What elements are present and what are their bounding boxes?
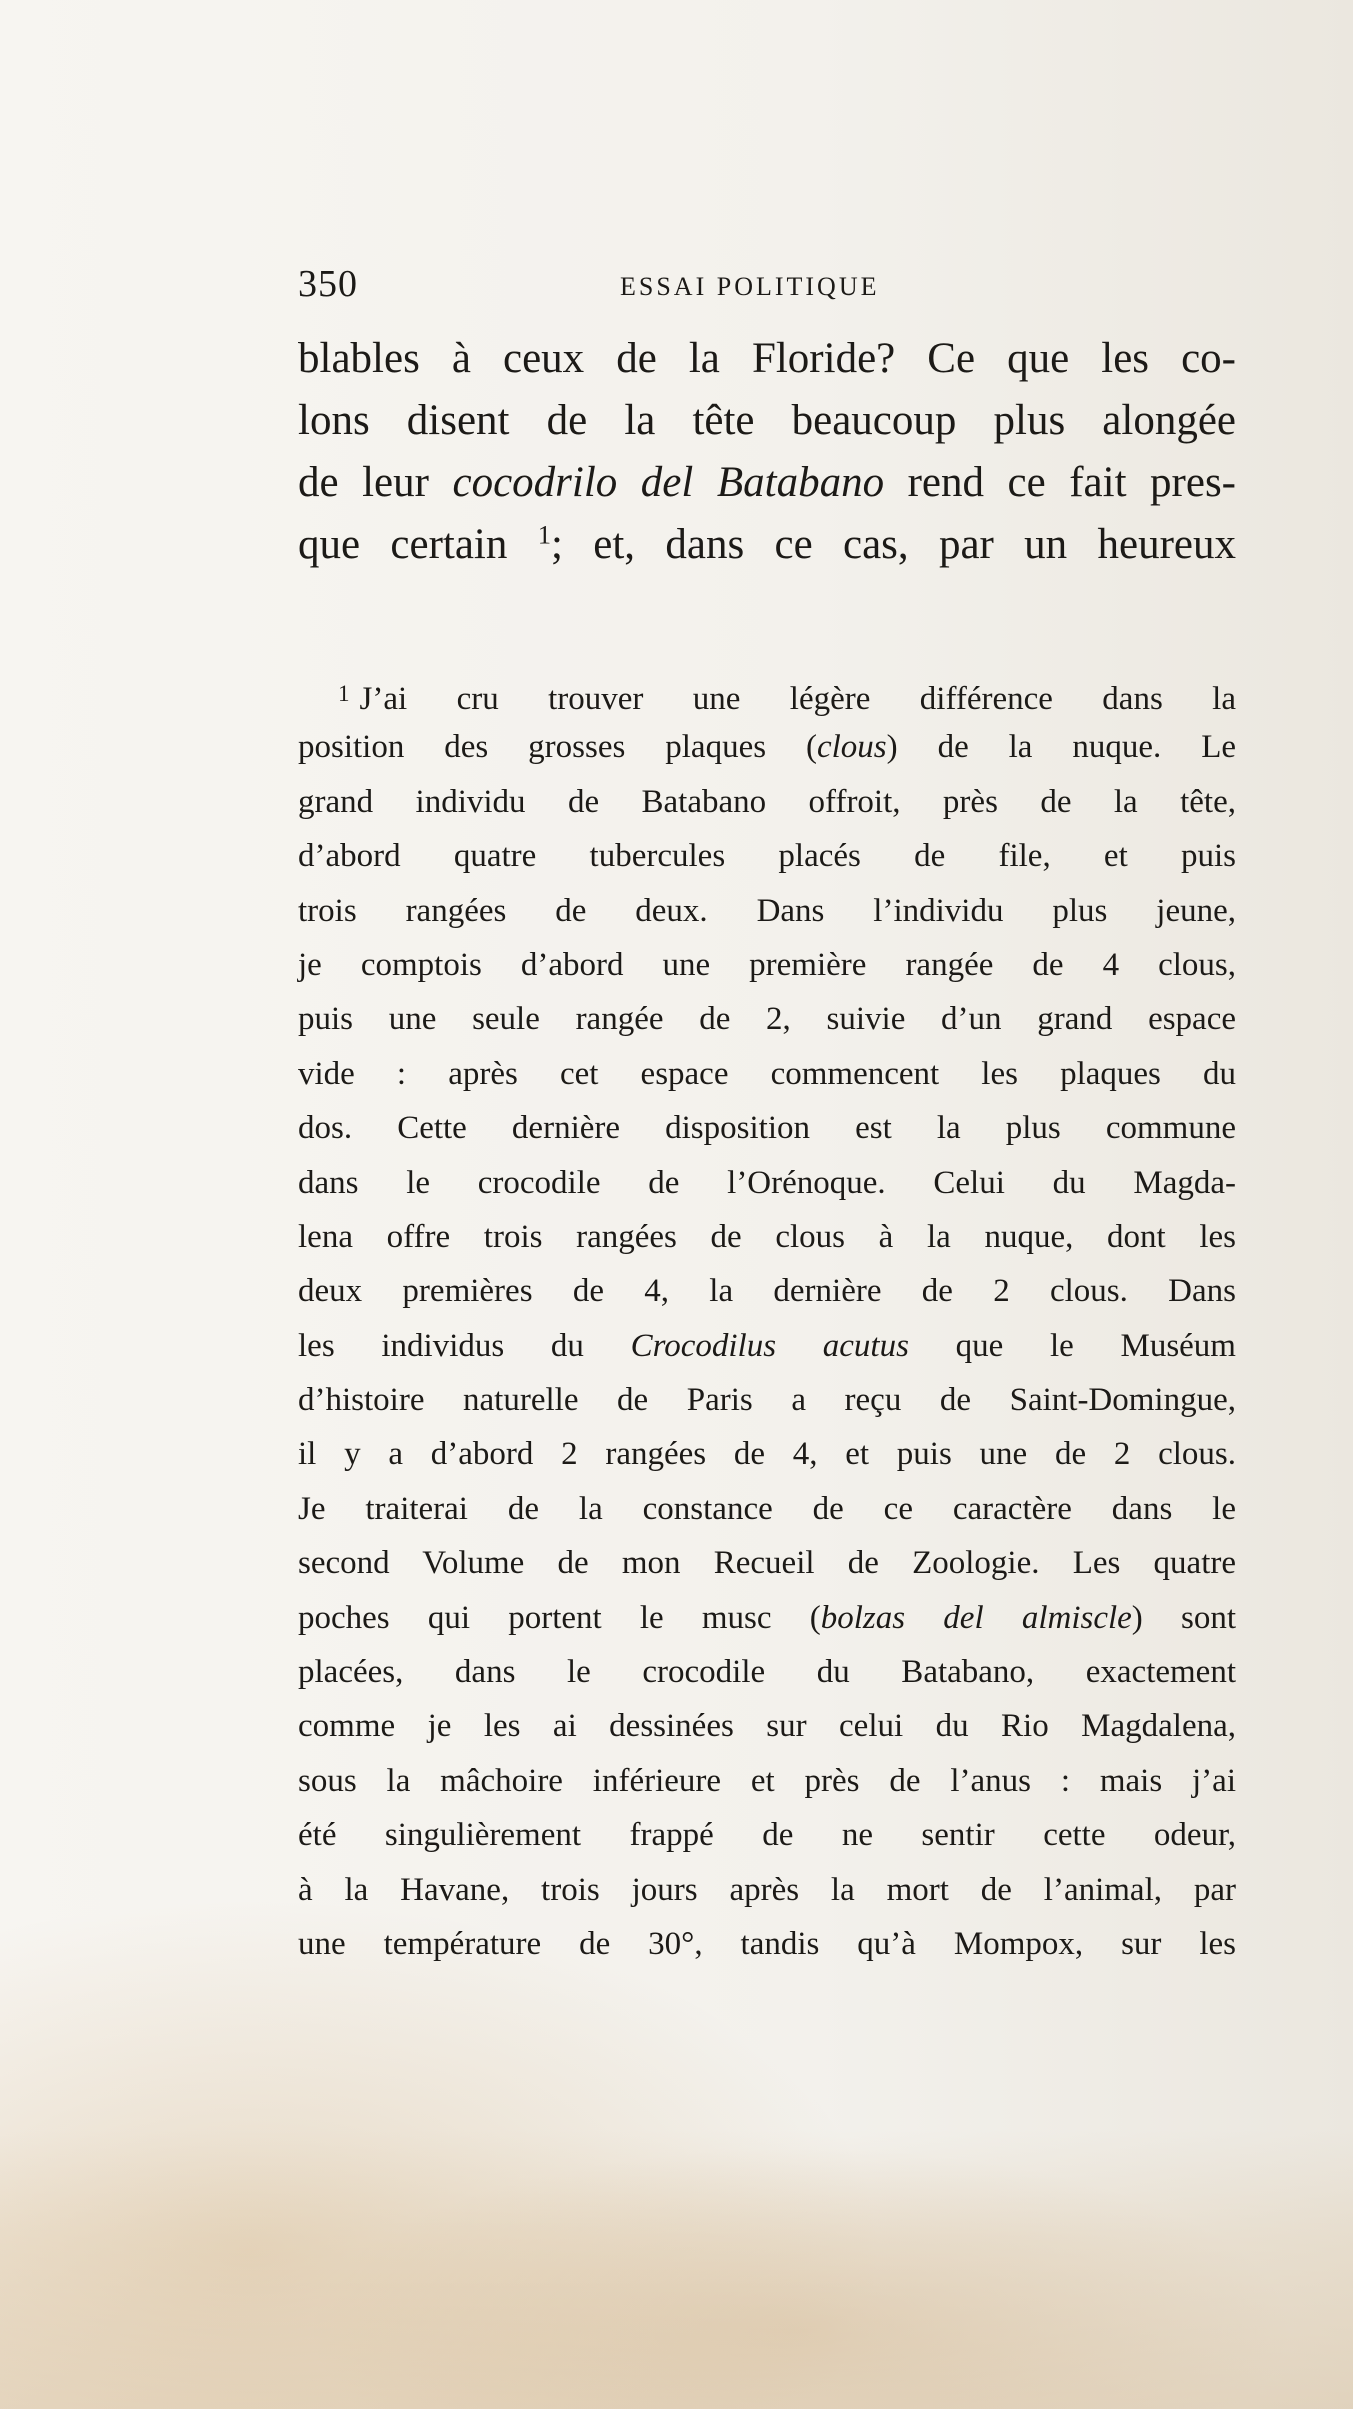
footnote-line: vide : après cet espace commencent les plaques du bbox=[298, 1055, 1236, 1092]
main-text-segment: de leur bbox=[298, 459, 453, 506]
main-text-segment: ; et, dans ce cas, par un heureux bbox=[551, 521, 1236, 568]
main-text-line: blables à ceux de la Floride? Ce que les co- bbox=[298, 335, 1236, 382]
footnote bbox=[298, 666, 1236, 1971]
page-number: 350 bbox=[298, 263, 358, 305]
footnote-line bbox=[298, 720, 1236, 774]
footnote-text: ) sont bbox=[1131, 1599, 1236, 1636]
footnote-text: que le Muséum bbox=[908, 1327, 1236, 1364]
italic-term: clous bbox=[816, 729, 887, 766]
footnote-line: une température de 30°, tandis qu’à Mompox, sur les bbox=[298, 1925, 1236, 1962]
main-text-segment: que certain bbox=[298, 521, 538, 568]
italic-term: bolzas del almiscle bbox=[820, 1599, 1132, 1636]
footnote-line: grand individu de Batabano offroit, près de la tête, bbox=[298, 783, 1236, 820]
footnote-line: dos. Cette dernière disposition est la plus commune bbox=[298, 1110, 1236, 1147]
footnote-text: position des grosses plaques ( bbox=[298, 729, 817, 766]
main-text bbox=[298, 328, 1236, 576]
footnote-line bbox=[298, 1591, 1236, 1645]
footnote-line: dans le crocodile de l’Orénoque. Celui du Magda- bbox=[298, 1164, 1236, 1201]
main-text-line: lons disent de la tête beaucoup plus alongée bbox=[298, 397, 1236, 444]
running-title: ESSAI POLITIQUE bbox=[620, 272, 880, 301]
footnote-line: second Volume de mon Recueil de Zoologie. Les quatre bbox=[298, 1545, 1236, 1582]
footnote-text: ) de la nuque. Le bbox=[886, 729, 1236, 766]
footnote-text: poches qui portent le musc ( bbox=[298, 1599, 821, 1636]
footnote-line bbox=[298, 1319, 1236, 1373]
footnote-line: deux premières de 4, la dernière de 2 clous. Dans bbox=[298, 1273, 1236, 1310]
main-text-line bbox=[298, 514, 1236, 576]
footnote-line: lena offre trois rangées de clous à la nuque, dont les bbox=[298, 1218, 1236, 1255]
footnote-text: J’ai cru trouver une légère différence dans la bbox=[359, 681, 1236, 718]
footnote-line: d’abord quatre tubercules placés de file, et puis bbox=[298, 838, 1236, 875]
footnote-line: trois rangées de deux. Dans l’individu plus jeune, bbox=[298, 892, 1236, 929]
footnote-line: placées, dans le crocodile du Batabano, exactement bbox=[298, 1654, 1236, 1691]
main-text-segment: rend ce fait pres- bbox=[884, 459, 1236, 506]
footnote-line: à la Havane, trois jours après la mort de l’animal, par bbox=[298, 1871, 1236, 1908]
footnote-line: été singulièrement frappé de ne sentir cette odeur, bbox=[298, 1817, 1236, 1854]
footnote-line: d’histoire naturelle de Paris a reçu de Saint-Domingue, bbox=[298, 1382, 1236, 1419]
footnote-line: il y a d’abord 2 rangées de 4, et puis une de 2 clous. bbox=[298, 1436, 1236, 1473]
footnote-text: les individus du bbox=[298, 1327, 631, 1364]
footnote-line bbox=[298, 666, 1236, 720]
footnote-marker: 1 bbox=[338, 680, 350, 706]
main-text-line bbox=[298, 452, 1236, 514]
paper-stain bbox=[0, 2130, 1353, 2409]
footnote-line: comme je les ai dessinées sur celui du Rio Magdalena, bbox=[298, 1708, 1236, 1745]
footnote-reference: 1 bbox=[537, 519, 552, 550]
footnote-line: Je traiterai de la constance de ce caractère dans le bbox=[298, 1490, 1236, 1527]
italic-term: cocodrilo del Batabano bbox=[452, 459, 885, 506]
footnote-line: je comptois d’abord une première rangée de 4 clous, bbox=[298, 946, 1236, 983]
footnote-line: puis une seule rangée de 2, suivie d’un grand espace bbox=[298, 1001, 1236, 1038]
page-header bbox=[298, 262, 1238, 308]
footnote-line: sous la mâchoire inférieure et près de l’anus : mais j’ai bbox=[298, 1762, 1236, 1799]
italic-term: Crocodilus acutus bbox=[630, 1327, 909, 1364]
